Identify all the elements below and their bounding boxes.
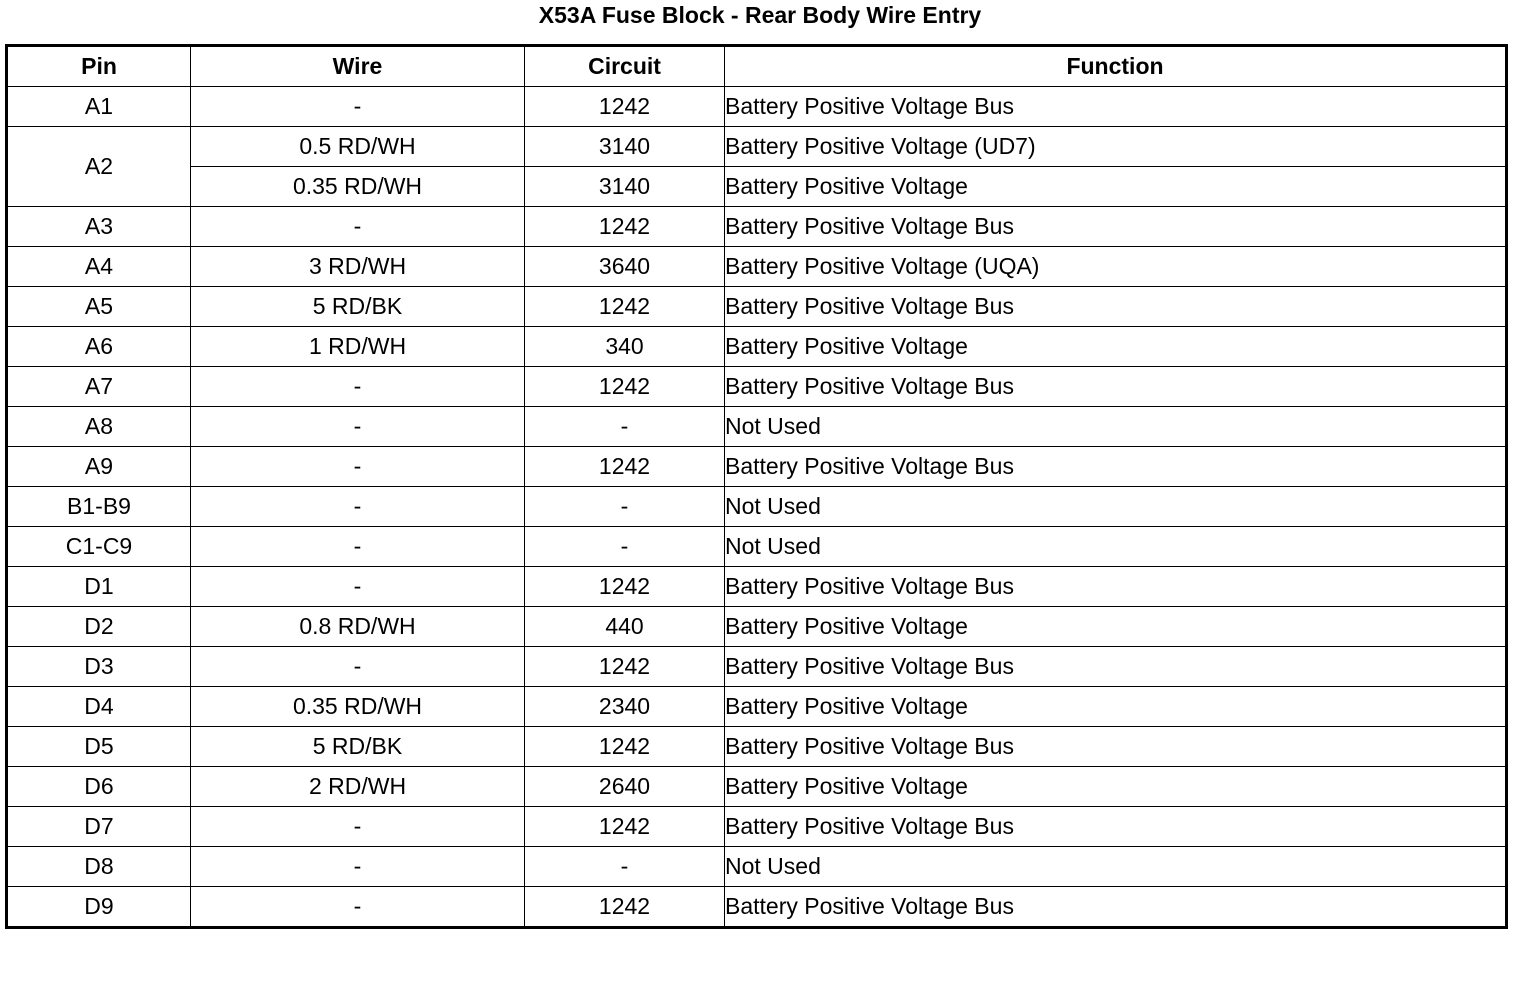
table-row — [7, 287, 1507, 327]
table-row — [7, 327, 1507, 367]
pin-cell: A8 — [7, 407, 191, 447]
header-circuit: Circuit — [525, 46, 725, 87]
pin-cell: A4 — [7, 247, 191, 287]
table-row — [7, 647, 1507, 687]
pin-cell: C1-C9 — [7, 527, 191, 567]
table-row — [7, 247, 1507, 287]
wire-cell: - — [191, 887, 525, 928]
table-row — [7, 887, 1507, 928]
circuit-cell: 1242 — [525, 367, 725, 407]
wire-cell: 5 RD/BK — [191, 287, 525, 327]
function-cell: Battery Positive Voltage Bus — [725, 207, 1507, 247]
wire-cell: - — [191, 367, 525, 407]
circuit-cell: 440 — [525, 607, 725, 647]
table-row — [7, 487, 1507, 527]
function-cell: Not Used — [725, 527, 1507, 567]
pin-cell: D4 — [7, 687, 191, 727]
page-title: X53A Fuse Block - Rear Body Wire Entry — [538, 2, 982, 28]
table-row — [7, 207, 1507, 247]
pin-cell: A5 — [7, 287, 191, 327]
function-cell: Not Used — [725, 487, 1507, 527]
circuit-cell: 3140 — [525, 127, 725, 167]
function-cell: Battery Positive Voltage (UD7) — [725, 127, 1507, 167]
circuit-cell: 1242 — [525, 287, 725, 327]
circuit-cell: 1242 — [525, 207, 725, 247]
table-row — [7, 407, 1507, 447]
circuit-cell: - — [525, 847, 725, 887]
pin-cell: A9 — [7, 447, 191, 487]
table-row — [7, 367, 1507, 407]
function-cell: Not Used — [725, 407, 1507, 447]
circuit-cell: 3640 — [525, 247, 725, 287]
pin-cell: A2 — [7, 127, 191, 207]
pin-cell: D6 — [7, 767, 191, 807]
circuit-cell: 2640 — [525, 767, 725, 807]
table-row — [7, 607, 1507, 647]
wire-cell: - — [191, 847, 525, 887]
function-cell: Battery Positive Voltage Bus — [725, 727, 1507, 767]
function-cell: Battery Positive Voltage Bus — [725, 647, 1507, 687]
pin-cell: A3 — [7, 207, 191, 247]
function-cell: Not Used — [725, 847, 1507, 887]
function-cell: Battery Positive Voltage Bus — [725, 807, 1507, 847]
wire-cell: - — [191, 407, 525, 447]
pin-cell: B1-B9 — [7, 487, 191, 527]
pin-cell: D8 — [7, 847, 191, 887]
function-cell: Battery Positive Voltage — [725, 167, 1507, 207]
wire-cell: 0.35 RD/WH — [191, 167, 525, 207]
pin-cell: A1 — [7, 87, 191, 127]
wire-cell: 5 RD/BK — [191, 727, 525, 767]
header-function: Function — [725, 46, 1507, 87]
circuit-cell: 1242 — [525, 567, 725, 607]
wire-cell: - — [191, 487, 525, 527]
function-cell: Battery Positive Voltage — [725, 607, 1507, 647]
circuit-cell: - — [525, 487, 725, 527]
table-row — [7, 847, 1507, 887]
wire-cell: 2 RD/WH — [191, 767, 525, 807]
circuit-cell: 1242 — [525, 447, 725, 487]
wire-cell: 3 RD/WH — [191, 247, 525, 287]
function-cell: Battery Positive Voltage Bus — [725, 367, 1507, 407]
table-row — [7, 567, 1507, 607]
fuse-block-table — [5, 44, 1508, 929]
header-wire: Wire — [191, 46, 525, 87]
circuit-cell: 1242 — [525, 87, 725, 127]
table-row — [7, 807, 1507, 847]
pin-cell: D1 — [7, 567, 191, 607]
table-row — [7, 727, 1507, 767]
table-row — [7, 447, 1507, 487]
wire-cell: - — [191, 207, 525, 247]
pin-cell: A7 — [7, 367, 191, 407]
function-cell: Battery Positive Voltage Bus — [725, 87, 1507, 127]
function-cell: Battery Positive Voltage Bus — [725, 447, 1507, 487]
function-cell: Battery Positive Voltage (UQA) — [725, 247, 1507, 287]
circuit-cell: 340 — [525, 327, 725, 367]
wire-cell: 0.35 RD/WH — [191, 687, 525, 727]
table-row — [7, 767, 1507, 807]
pin-cell: D7 — [7, 807, 191, 847]
wire-cell: - — [191, 447, 525, 487]
circuit-cell: 2340 — [525, 687, 725, 727]
wire-cell: - — [191, 807, 525, 847]
circuit-cell: 1242 — [525, 727, 725, 767]
function-cell: Battery Positive Voltage Bus — [725, 567, 1507, 607]
circuit-cell: 3140 — [525, 167, 725, 207]
circuit-cell: 1242 — [525, 807, 725, 847]
table-row — [7, 167, 1507, 207]
pin-cell: A6 — [7, 327, 191, 367]
function-cell: Battery Positive Voltage — [725, 327, 1507, 367]
wire-cell: - — [191, 647, 525, 687]
pin-cell: D9 — [7, 887, 191, 928]
circuit-cell: 1242 — [525, 647, 725, 687]
wire-cell: - — [191, 527, 525, 567]
wire-cell: 0.8 RD/WH — [191, 607, 525, 647]
function-cell: Battery Positive Voltage Bus — [725, 887, 1507, 928]
header-pin: Pin — [7, 46, 191, 87]
table-header-row — [7, 46, 1507, 87]
pin-cell: D2 — [7, 607, 191, 647]
circuit-cell: - — [525, 407, 725, 447]
circuit-cell: - — [525, 527, 725, 567]
function-cell: Battery Positive Voltage — [725, 767, 1507, 807]
table-row — [7, 127, 1507, 167]
circuit-cell: 1242 — [525, 887, 725, 928]
wire-cell: 0.5 RD/WH — [191, 127, 525, 167]
function-cell: Battery Positive Voltage — [725, 687, 1507, 727]
wire-cell: - — [191, 87, 525, 127]
pin-cell: D3 — [7, 647, 191, 687]
table-row — [7, 87, 1507, 127]
wire-cell: - — [191, 567, 525, 607]
function-cell: Battery Positive Voltage Bus — [725, 287, 1507, 327]
table-row — [7, 687, 1507, 727]
pin-cell: D5 — [7, 727, 191, 767]
table-row — [7, 527, 1507, 567]
wire-cell: 1 RD/WH — [191, 327, 525, 367]
